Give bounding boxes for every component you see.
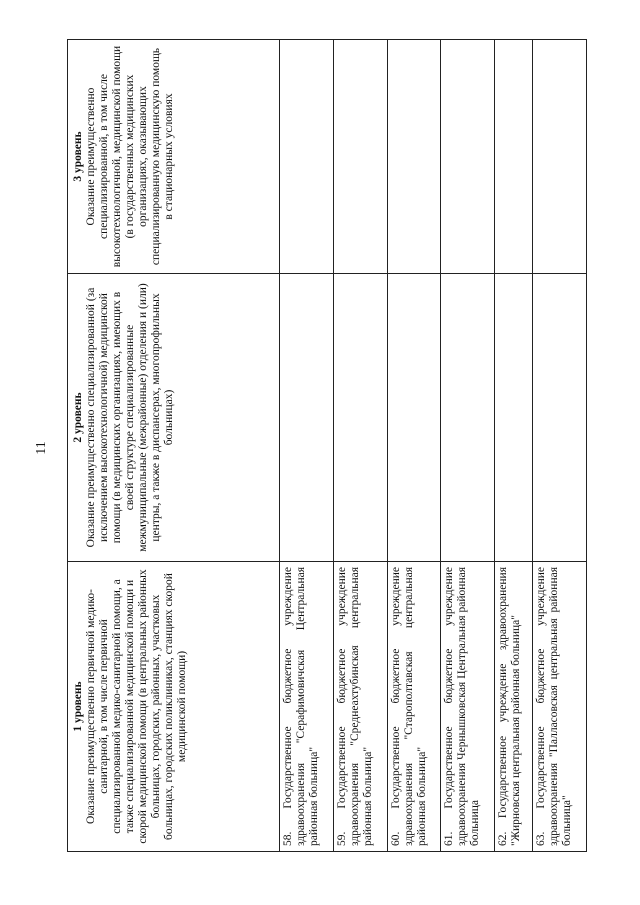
levels-table	[67, 39, 587, 852]
institution-cell: 63. Государственное бюджетное учреждение здравоохранения "Палласовская центральная районная больница"	[533, 562, 587, 852]
level3-cell	[280, 40, 334, 274]
level2-cell	[387, 274, 441, 562]
table-container	[67, 40, 587, 852]
institution-cell: 58. Государственное бюджетное учреждение здравоохранения "Серафимовичская Центральная районная больница"	[280, 562, 334, 852]
level1-title: 1 уровень	[72, 681, 84, 732]
institution-cell: 62. Государственное учреждение здравоохранения "Жирновская центральная районная больница"	[495, 562, 533, 852]
table-row	[533, 40, 587, 852]
institution-cell: 60. Государственное бюджетное учреждение здравоохранения "Старополтавская центральная районная больница"	[387, 562, 441, 852]
page-number: 11	[34, 441, 49, 455]
level2-cell	[495, 274, 533, 562]
header-level2	[68, 274, 280, 562]
level3-description: Оказание преимущественно специализированной, в том числе высокотехнологичной, медицинской помощи (в государственных медицинских организациях, оказывающих специализированную медицинскую помощь в стационарных условиях	[85, 45, 175, 268]
table-row	[333, 40, 387, 852]
level1-description: Оказание преимущественно первичной медико-санитарной, в том числе первичной специализированной медико-санитарной помощи, а также специализированной медицинской помощи и скорой медицинской помощи (в центральных районных больницах, городских, районных, участковых больницах, городских поликлиниках, станциях скорой медицинской помощи)	[85, 569, 188, 844]
header-level1	[68, 562, 280, 852]
level2-cell	[533, 274, 587, 562]
level3-cell	[533, 40, 587, 274]
institution-cell: 61. Государственное бюджетное учреждение здравоохранения Чернышковская Центральная районная больница	[441, 562, 495, 852]
level3-cell	[333, 40, 387, 274]
level2-cell	[280, 274, 334, 562]
header-row	[68, 40, 280, 852]
table-row	[441, 40, 495, 852]
table-row	[387, 40, 441, 852]
level3-title: 3 уровень	[72, 131, 84, 182]
level3-cell	[495, 40, 533, 274]
institution-cell: 59. Государственное бюджетное учреждение здравоохранения "Среднеахтубинская центральная районная больница"	[333, 562, 387, 852]
level3-cell	[387, 40, 441, 274]
table-row	[495, 40, 533, 852]
level2-description: Оказание преимущественно специализированной (за исключением высокотехнологичной) медицинской помощи (в медицинских организациях, имеющих в своей структуре специализированные межмуниципальные (межрайонные) отделения и (или) центры, а также в диспансерах, многопрофильных больницах)	[85, 283, 175, 552]
rotated-table-frame	[67, 40, 587, 852]
level2-cell	[333, 274, 387, 562]
table-row	[280, 40, 334, 852]
level3-cell	[441, 40, 495, 274]
level2-title: 2 уровень	[72, 392, 84, 443]
header-level3	[68, 40, 280, 274]
level2-cell	[441, 274, 495, 562]
